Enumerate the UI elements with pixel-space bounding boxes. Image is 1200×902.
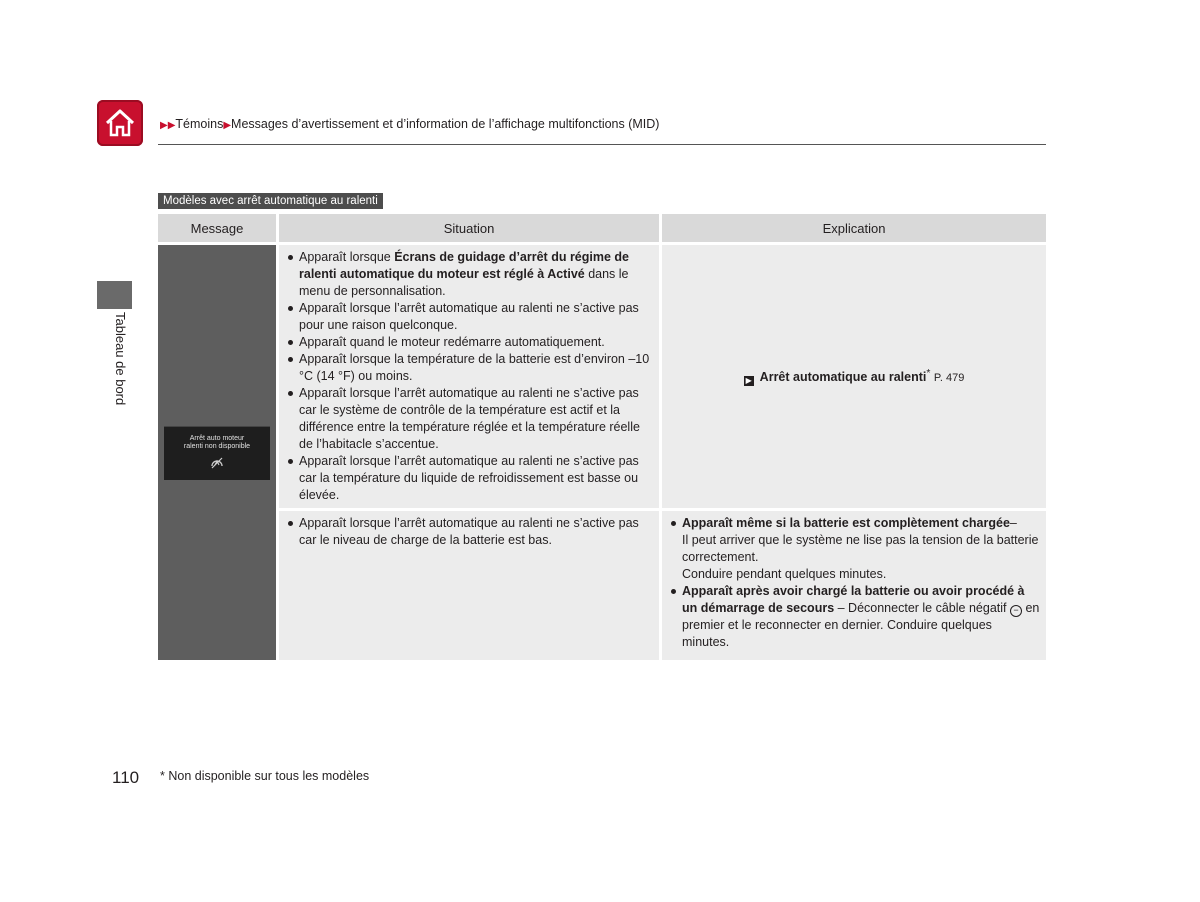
message-cell [158,242,279,660]
message-table [158,214,1046,660]
breadcrumb-arrow-icon: ▶▶ [160,120,176,131]
section-label: Tableau de bord [113,312,128,406]
breadcrumb-item[interactable]: Témoins [175,117,224,131]
list-item: Apparaît lorsque la température de la batterie est d’environ –10 °C (14 °F) ou moins. [285,351,653,385]
auto-idle-stop-off-icon [209,456,225,470]
list-item: Apparaît lorsque l’arrêt automatique au ralenti ne s’active pas car le niveau de charge de la batterie est bas. [285,515,653,549]
page-reference[interactable]: P. 479 [933,372,965,385]
list-item: Apparaît même si la batterie est complètement chargée– Il peut arriver que le système ne lise pas la tension de la batterie correctement. Conduire pendant quelques minutes. [668,515,1040,583]
negative-terminal-icon: − [1010,605,1022,617]
column-header: Explication [662,214,1046,242]
list-item: Apparaît lorsque l’arrêt automatique au ralenti ne s’active pas pour une raison quelconque. [285,300,653,334]
table-row [158,242,1046,508]
footnote-star: * [926,368,931,380]
mid-display-line: Arrêt auto moteur [189,434,245,442]
footnote: * Non disponible sur tous les modèles [160,769,370,783]
breadcrumb-item-current: Messages d’avertissement et d’information de l’affichage multifonctions (MID) [231,117,660,131]
situation-cell [279,508,662,660]
page-number: 110 [112,768,140,787]
cross-reference[interactable] [668,365,1040,387]
mid-display-image [164,426,270,480]
reference-arrow-icon: ▶ [745,375,752,385]
list-item: Apparaît lorsque Écrans de guidage d’arrêt du régime de ralenti automatique du moteur est réglé à Activé dans le menu de personnalisation. [285,249,653,300]
situation-list [285,249,653,504]
home-icon [104,108,136,138]
mid-display-line: ralenti non disponible [183,442,251,450]
table-row [158,508,1046,660]
list-item: Apparaît lorsque l’arrêt automatique au ralenti ne s’active pas car la température du liquide de refroidissement est basse ou élevée. [285,453,653,504]
list-item: Apparaît lorsque l’arrêt automatique au ralenti ne s’active pas car le système de contrôle de la température est actif et la différence entre la température réglée et la température réelle de l’habitacle s’accentue. [285,385,653,453]
column-header: Situation [279,214,662,242]
explanation-cell [662,508,1046,660]
explanation-cell [662,242,1046,508]
breadcrumb [160,117,659,131]
situation-list [285,515,653,549]
list-item: Apparaît quand le moteur redémarre automatiquement. [285,334,653,351]
explanation-list [668,515,1040,651]
home-button[interactable] [97,100,143,146]
section-tab[interactable] [97,281,132,309]
table-header-row [158,214,1046,242]
column-header: Message [158,214,279,242]
header-divider [158,144,1046,145]
reference-title: Arrêt automatique au ralenti [759,370,927,385]
model-tag: Modèles avec arrêt automatique au ralenti [158,193,383,209]
list-item: Apparaît après avoir chargé la batterie ou avoir procédé à un démarrage de secours – Déconnecter le câble négatif − en premier et le reconnecter en dernier. Conduire quelques minutes. [668,583,1040,651]
breadcrumb-arrow-icon: ▶ [223,120,232,131]
situation-cell [279,242,662,508]
